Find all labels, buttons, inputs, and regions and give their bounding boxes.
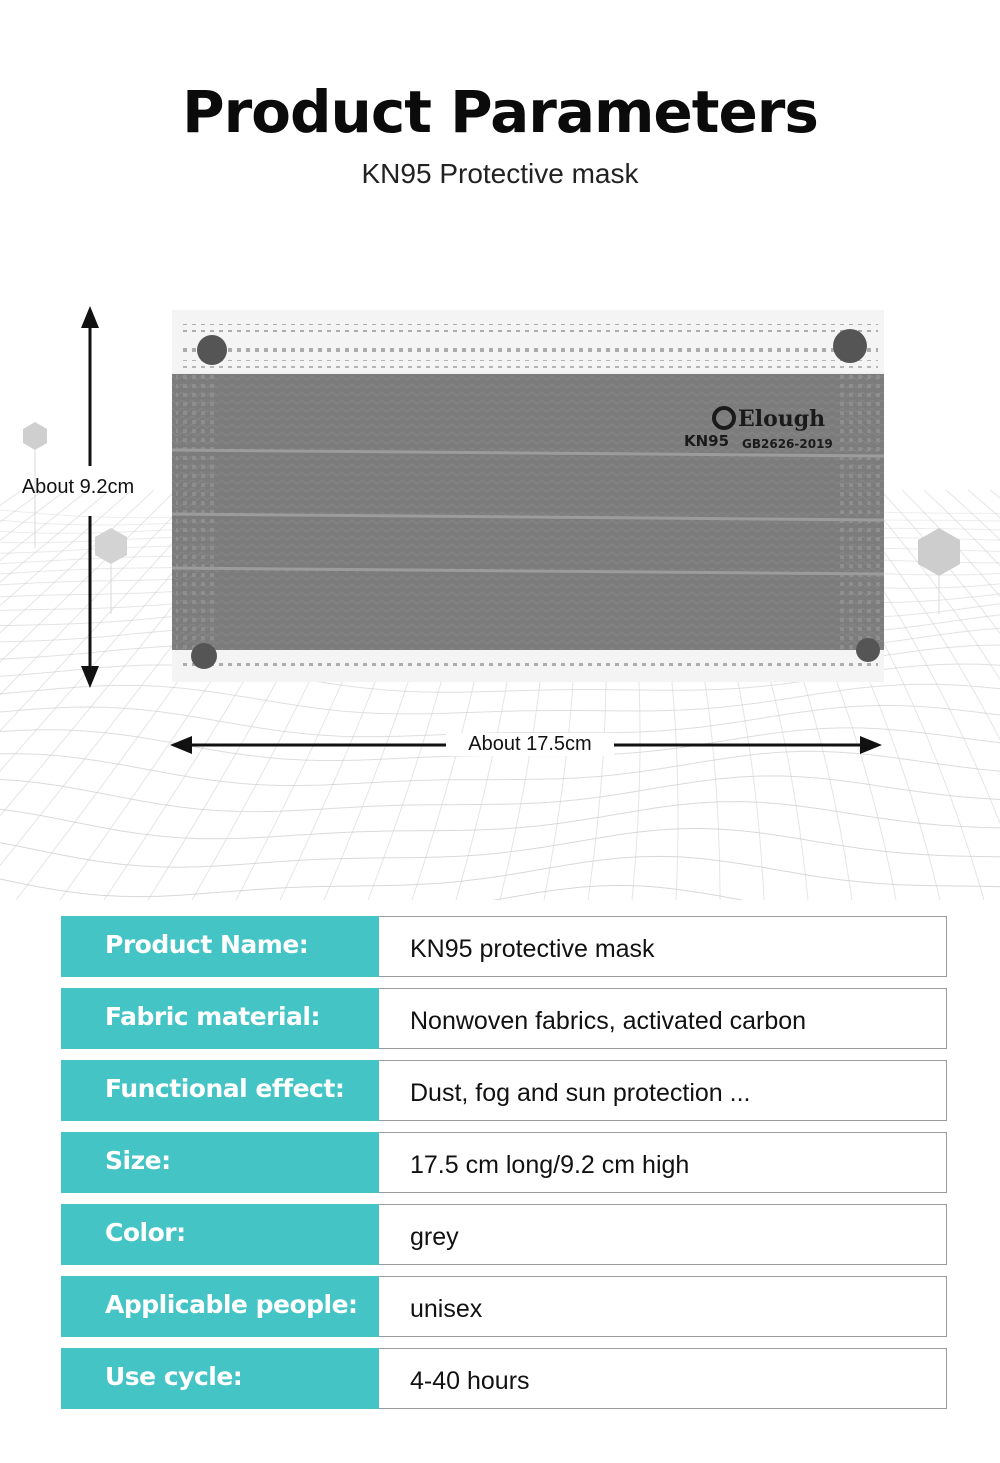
param-key: Applicable people: bbox=[61, 1276, 379, 1337]
table-row bbox=[61, 1132, 947, 1193]
table-row bbox=[61, 988, 947, 1049]
width-label: About 17.5cm bbox=[446, 733, 614, 756]
param-value: 17.5 cm long/9.2 cm high bbox=[379, 1132, 947, 1193]
param-value: 4-40 hours bbox=[379, 1348, 947, 1409]
standard-mark-text: GB2626-2019 bbox=[742, 437, 833, 451]
page-title: Product Parameters bbox=[182, 78, 818, 146]
param-key: Use cycle: bbox=[61, 1348, 379, 1409]
table-row bbox=[61, 1204, 947, 1265]
param-key: Functional effect: bbox=[61, 1060, 379, 1121]
table-row bbox=[61, 916, 947, 977]
mask-product-image bbox=[172, 310, 884, 682]
param-key: Size: bbox=[61, 1132, 379, 1193]
param-value: unisex bbox=[379, 1276, 947, 1337]
page-subtitle: KN95 Protective mask bbox=[361, 158, 639, 189]
model-mark-text: KN95 bbox=[684, 432, 730, 450]
table-row bbox=[61, 1060, 947, 1121]
hexagon-deco-icon bbox=[914, 526, 964, 616]
height-label: About 9.2cm bbox=[21, 476, 135, 498]
param-key: Product Name: bbox=[61, 916, 379, 977]
param-value: grey bbox=[379, 1204, 947, 1265]
param-key: Color: bbox=[61, 1204, 379, 1265]
param-value: Nonwoven fabrics, activated carbon bbox=[379, 988, 947, 1049]
param-value: KN95 protective mask bbox=[379, 916, 947, 977]
param-key: Fabric material: bbox=[61, 988, 379, 1049]
brand-logo-text: Elough bbox=[738, 406, 826, 432]
table-row bbox=[61, 1348, 947, 1409]
param-value: Dust, fog and sun protection ... bbox=[379, 1060, 947, 1121]
table-row bbox=[61, 1276, 947, 1337]
